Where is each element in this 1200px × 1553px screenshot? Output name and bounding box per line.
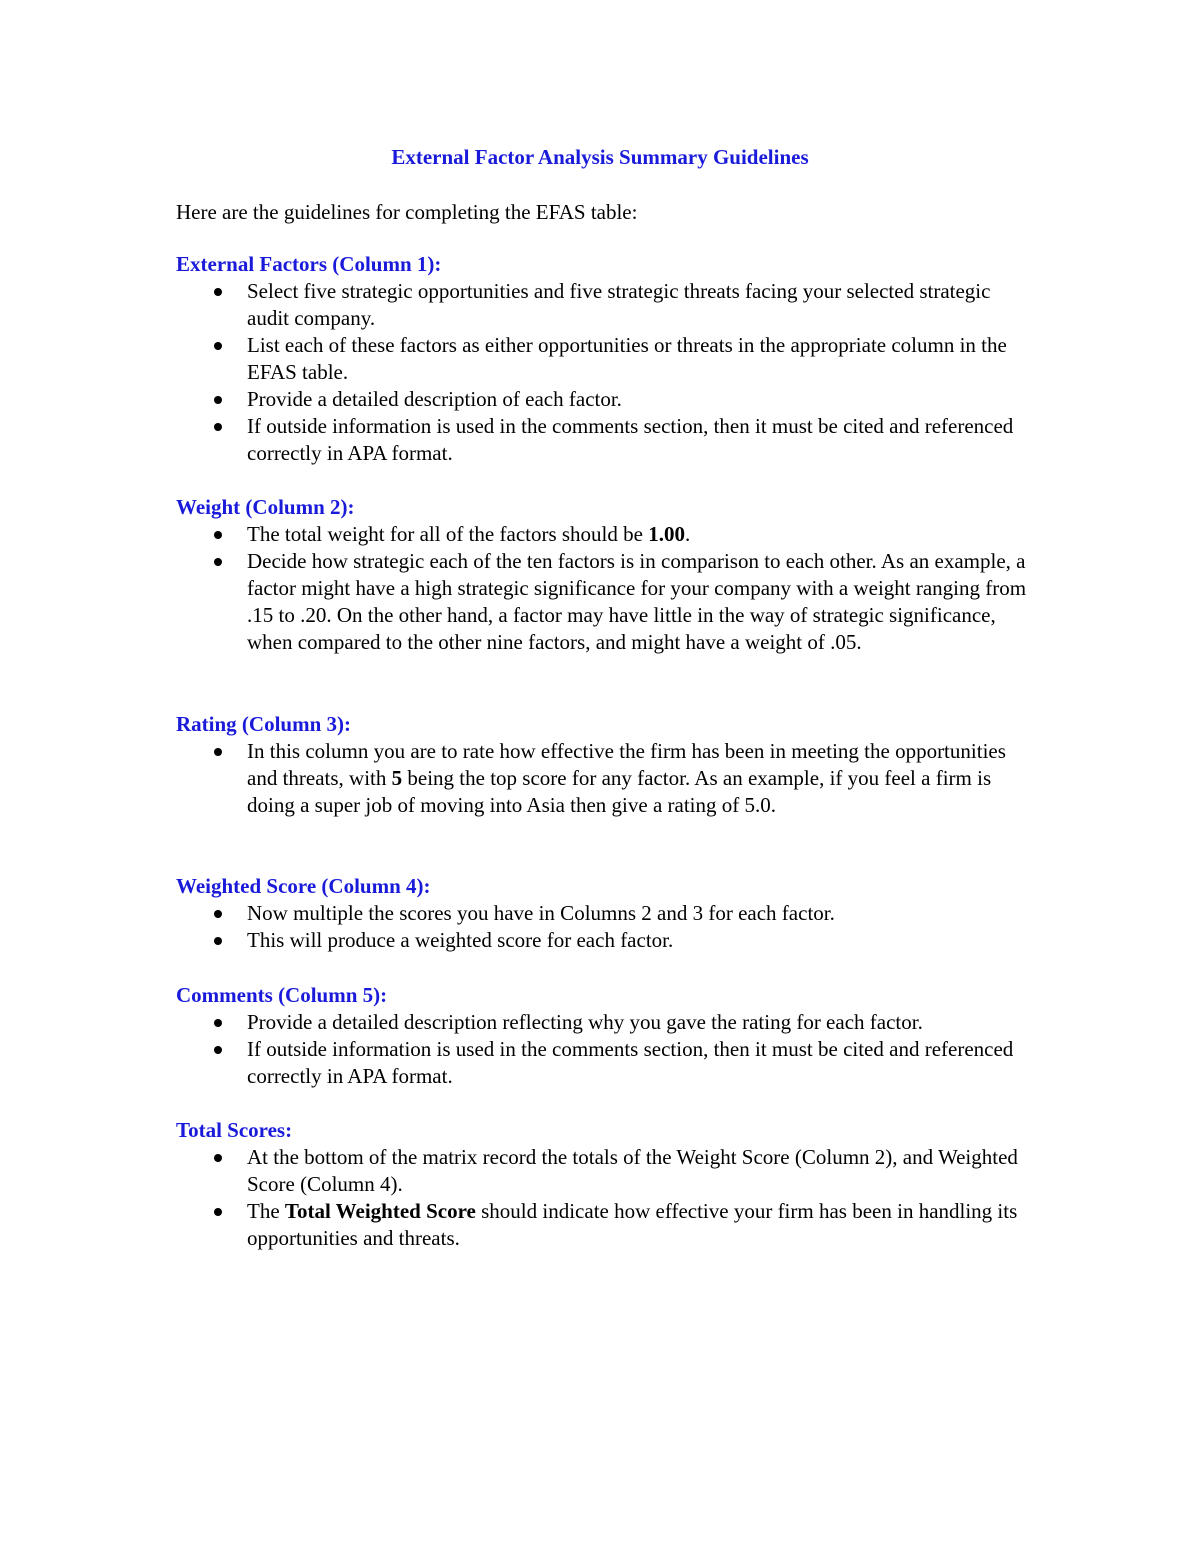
bullet-item (176, 1198, 1036, 1252)
bullet-list (176, 1144, 1036, 1252)
bullet-item (176, 521, 1036, 548)
bullet-icon (214, 937, 222, 945)
section-weight (176, 494, 1036, 656)
section-heading: Rating (Column 3): (176, 712, 352, 736)
bullet-text: Provide a detailed description reflecting why you gave the rating for each factor. (247, 1010, 923, 1034)
section-heading: Weighted Score (Column 4): (176, 874, 431, 898)
bullet-text-before: The total weight for all of the factors should be (247, 522, 649, 546)
bullet-text-after: . (684, 522, 691, 546)
bullet-text-after: being the top score for any factor. As an example, if you feel a firm is doing a super job of moving into Asia then give a rating of 5.0. (247, 766, 992, 817)
section-rating (176, 711, 1036, 819)
section-heading: Total Scores: (176, 1118, 293, 1142)
bullet-item (176, 386, 1036, 413)
bullet-icon (214, 748, 222, 756)
bullet-icon (214, 288, 222, 296)
section-total-scores (176, 1117, 1036, 1252)
bullet-item (176, 1144, 1036, 1198)
section-comments (176, 982, 1036, 1090)
bullet-text: If outside information is used in the comments section, then it must be cited and referenced correctly in APA format. (247, 1037, 1014, 1088)
bullet-icon (214, 531, 222, 539)
bullet-icon (214, 1208, 222, 1216)
bullet-icon (214, 1046, 222, 1054)
bullet-item (176, 413, 1036, 467)
bullet-text-before: In this column you are to rate how effective the firm has been in meeting the opportunities and threats, with (247, 739, 1006, 790)
bullet-item (176, 900, 1036, 927)
bullet-text: Decide how strategic each of the ten factors is in comparison to each other. As an example, a factor might have a high strategic significance for your company with a weight ranging from .15 to .20. On the other hand, a factor may have little in the way of strategic significance, when compared to the other nine factors, and might have a weight of .05. (247, 549, 1027, 654)
bullet-icon (214, 423, 222, 431)
section-heading: External Factors (Column 1): (176, 252, 442, 276)
bullet-text-bold: 1.00 (648, 522, 685, 546)
section-heading: Comments (Column 5): (176, 983, 388, 1007)
bullet-item (176, 548, 1036, 656)
bullet-item (176, 1009, 1036, 1036)
bullet-item (176, 738, 1036, 819)
section-heading: Weight (Column 2): (176, 495, 355, 519)
bullet-icon (214, 910, 222, 918)
bullet-item (176, 278, 1036, 332)
bullet-text-bold: Total Weighted Score (284, 1199, 476, 1223)
bullet-list (176, 1009, 1036, 1090)
section-external-factors (176, 251, 1036, 467)
bullet-text-after: should indicate how effective your firm has been in handling its opportunities and threats. (247, 1199, 1018, 1250)
bullet-text-bold: 5 (391, 766, 403, 790)
bullet-item (176, 927, 1036, 954)
bullet-text: List each of these factors as either opportunities or threats in the appropriate column in the EFAS table. (247, 333, 1007, 384)
bullet-text-before: The (247, 1199, 285, 1223)
bullet-list (176, 900, 1036, 954)
bullet-icon (214, 396, 222, 404)
bullet-text: This will produce a weighted score for each factor. (247, 928, 674, 952)
bullet-text: Provide a detailed description of each factor. (247, 387, 622, 411)
section-weighted-score (176, 873, 1036, 954)
bullet-list (176, 278, 1036, 467)
bullet-text: Now multiple the scores you have in Columns 2 and 3 for each factor. (247, 901, 835, 925)
bullet-icon (214, 558, 222, 566)
bullet-icon (214, 1019, 222, 1027)
intro-text: Here are the guidelines for completing the EFAS table: (176, 200, 638, 224)
document-title: External Factor Analysis Summary Guidelines (391, 145, 809, 169)
bullet-text: If outside information is used in the comments section, then it must be cited and referenced correctly in APA format. (247, 414, 1014, 465)
bullet-icon (214, 342, 222, 350)
bullet-icon (214, 1154, 222, 1162)
bullet-text: At the bottom of the matrix record the totals of the Weight Score (Column 2), and Weighted Score (Column 4). (247, 1145, 1018, 1196)
bullet-item (176, 332, 1036, 386)
bullet-list (176, 521, 1036, 656)
bullet-text: Select five strategic opportunities and five strategic threats facing your selected strategic audit company. (247, 279, 991, 330)
bullet-item (176, 1036, 1036, 1090)
bullet-list (176, 738, 1036, 819)
